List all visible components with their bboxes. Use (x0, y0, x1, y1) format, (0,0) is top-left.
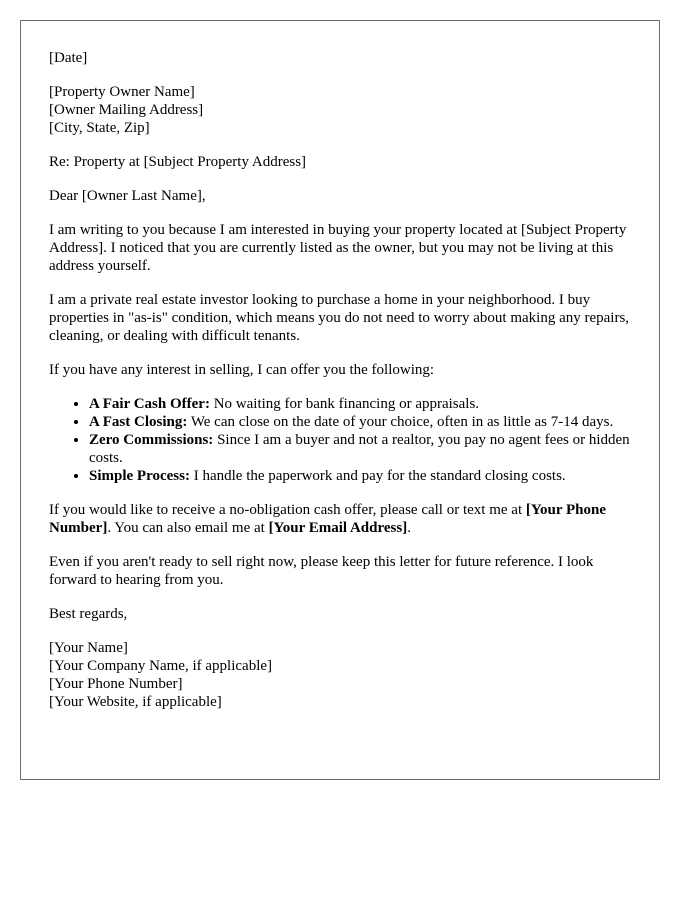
benefit-title: A Fast Closing: (89, 414, 188, 430)
letter-page (20, 20, 660, 780)
benefit-title: Zero Commissions: (89, 432, 214, 448)
contact-paragraph (49, 501, 631, 537)
about-paragraph: I am a private real estate investor looking to purchase a home in your neighborhood. I buy properties in "as-is" condition, which means you do not need to worry about making any repairs, cleaning, or dealing with difficult tenants. (49, 292, 630, 344)
contact-text: If you would like to receive a no-obligation cash offer, please call or text me at (49, 502, 526, 518)
salutation: Dear [Owner Last Name], (49, 188, 206, 204)
benefit-text: No waiting for bank financing or appraisals. (209, 396, 480, 412)
benefits-list (49, 395, 631, 485)
benefit-title: A Fair Cash Offer: (89, 396, 210, 412)
recipient-address: [Owner Mailing Address] (49, 102, 204, 118)
subject-line: Re: Property at [Subject Property Address] (49, 154, 307, 170)
benefit-text: I handle the paperwork and pay for the standard closing costs. (189, 468, 566, 484)
closing-paragraph: Even if you aren't ready to sell right now, please keep this letter for future reference. I look forward to hearing from you. (49, 554, 594, 588)
list-item (89, 431, 631, 467)
list-item (89, 395, 631, 413)
signature-block (49, 639, 631, 711)
signature-phone: [Your Phone Number] (49, 676, 183, 692)
recipient-block (49, 83, 631, 137)
signature-website: [Your Website, if applicable] (49, 694, 222, 710)
contact-text: . You can also email me at (107, 520, 269, 536)
sign-off: Best regards, (49, 606, 128, 622)
contact-phone: [Your Phone Number] (49, 502, 607, 536)
benefit-text: We can close on the date of your choice, often in as little as 7-14 days. (187, 414, 614, 430)
benefit-text: Since I am a buyer and not a realtor, you pay no agent fees or hidden costs. (89, 432, 630, 466)
offer-intro-paragraph: If you have any interest in selling, I can offer you the following: (49, 362, 435, 378)
letter-date: [Date] (49, 50, 88, 66)
signature-name: [Your Name] (49, 640, 128, 656)
intro-paragraph: I am writing to you because I am interested in buying your property located at [Subject Property Address]. I noticed that you are currently listed as the owner, but you may not be living at this address yourself. (49, 222, 627, 274)
signature-company: [Your Company Name, if applicable] (49, 658, 273, 674)
contact-email: [Your Email Address] (268, 520, 408, 536)
list-item (89, 413, 631, 431)
recipient-city-state-zip: [City, State, Zip] (49, 120, 150, 136)
benefit-title: Simple Process: (89, 468, 190, 484)
contact-text: . (407, 520, 411, 536)
list-item (89, 467, 631, 485)
recipient-name: [Property Owner Name] (49, 84, 195, 100)
